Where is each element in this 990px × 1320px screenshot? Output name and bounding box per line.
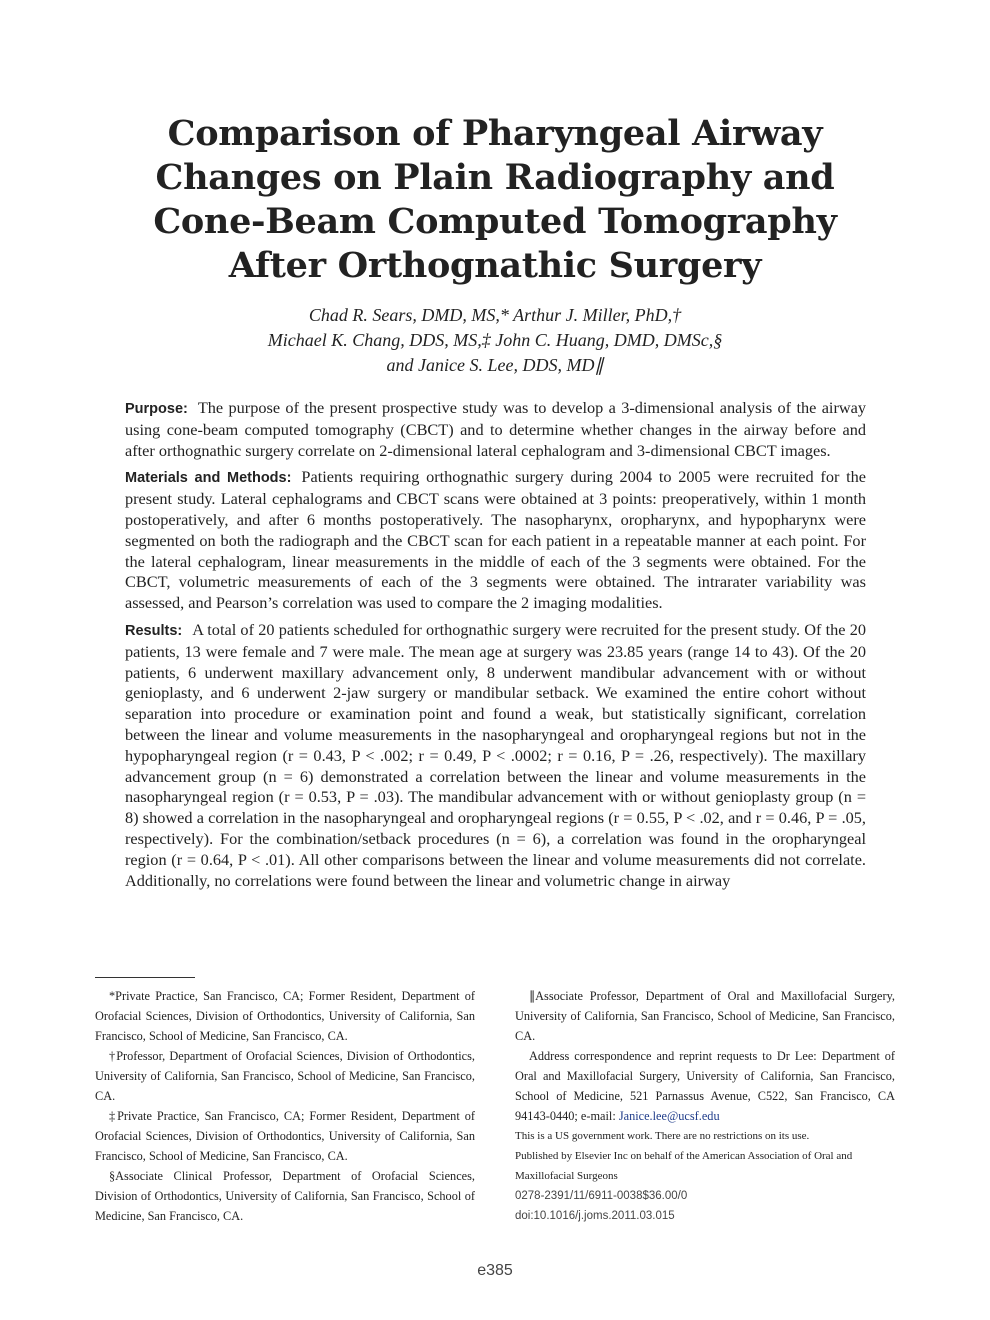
title-line: After Orthognathic Surgery xyxy=(228,245,762,286)
results-label: Results: xyxy=(125,622,183,639)
doi[interactable]: doi:10.1016/j.joms.2011.03.015 xyxy=(515,1210,675,1222)
footnote: *Private Practice, San Francisco, CA; Former Resident, Department of Orofacial Sciences, Division of Orthodontics, University of California, San Francisco, School of Medicine, San Francisco, CA. xyxy=(95,989,475,1043)
purpose-text: The purpose of the present prospective study was to develop a 3-dimensional analysis of the airway using cone-beam computed tomography (CBCT) and to determine whether changes in the airway before and after orthognathic surgery correlate on 2-dimensional lateral cephalogram and 3-dimensional CBCT images. xyxy=(125,398,866,460)
footnote: ‡Private Practice, San Francisco, CA; Former Resident, Department of Orofacial Sciences, Division of Orthodontics, University of California, San Francisco, School of Medicine, San Francisco, CA. xyxy=(95,1109,475,1163)
author-line: Michael K. Chang, DDS, MS,‡ John C. Huang, DMD, DMSc,§ xyxy=(267,330,723,350)
abstract xyxy=(125,398,866,897)
correspondence-address xyxy=(515,1046,895,1126)
publisher-notice: Published by Elsevier Inc on behalf of the American Association of Oral and Maxillofacial Surgeons xyxy=(515,1150,853,1182)
footnotes-right xyxy=(515,986,895,1226)
author-line: Chad R. Sears, DMD, MS,* Arthur J. Miller, PhD,† xyxy=(308,305,682,325)
results-text: A total of 20 patients scheduled for orthognathic surgery were recruited for the present study. Of the 20 patients, 13 were female and 7 were male. The mean age at surgery was 23.85 years (range 14 to 43). Of the 20 patients, 6 underwent maxillary advancement only, 8 underwent mandibular advancement with or without genioplasty, and 6 underwent 2-jaw surgery or mandibular setback. We examined the entire cohort without separation into procedure or examination point and found a weak, but statistically significant, correlation between the linear and volume measurements in the nasopharyngeal and oropharyngeal regions but not in the hypopharyngeal region (r = 0.43, P < .002; r = 0.49, P < .0002; r = 0.16, P = .26, respectively). The maxillary advancement group (n = 6) demonstrated a correlation between the linear and volume measurements in the nasopharyngeal region (r = 0.53, P = .03). The mandibular advancement with or without genioplasty group (n = 8) showed a correlation in the nasopharyngeal and oropharyngeal regions (r = 0.55, P < .02, and r = 0.46, P = .05, respectively). For the combination/setback procedures (n = 6), a correlation was found in the oropharyngeal region (r = 0.64, P < .01). All other comparisons between the linear and volume measurements did not correlate. Additionally, no correlations were found between the linear and volumetric change in airway xyxy=(125,619,866,890)
purpose-label: Purpose: xyxy=(125,401,188,417)
footnote-divider xyxy=(95,977,195,978)
abstract-methods xyxy=(125,467,866,614)
email-link[interactable]: Janice.lee@ucsf.edu xyxy=(618,1109,720,1123)
article-code: 0278-2391/11/6911-0038$36.00/0 xyxy=(515,1190,688,1202)
methods-text: Patients requiring orthognathic surgery during 2004 to 2005 were recruited for the present study. Lateral cephalograms and CBCT scans were obtained at 3 points: preoperatively, within 1 month postoperatively, and after 6 months postoperatively. The nasopharynx, oropharynx, and hypopharynx were segmented on both the radiograph and the CBCT scan for each patient in a repeatable manner at each point. For the lateral cephalogram, linear measurements in the middle of each of the 3 segments were obtained. For the CBCT, volumetric measurements of each of the 3 segments were obtained. The intrarater variability was assessed, and Pearson’s correlation was used to compare the 2 imaging modalities. xyxy=(125,467,866,613)
footnote: †Professor, Department of Orofacial Sciences, Division of Orthodontics, University of California, San Francisco, School of Medicine, San Francisco, CA. xyxy=(95,1049,475,1103)
footnote: §Associate Clinical Professor, Department of Orofacial Sciences, Division of Orthodontics, University of California, San Francisco, School of Medicine, San Francisco, CA. xyxy=(95,1169,475,1223)
footnotes-left xyxy=(95,986,475,1226)
page-number: e385 xyxy=(477,1262,513,1279)
author-list xyxy=(0,303,990,378)
gov-work-notice: This is a US government work. There are no restrictions on its use. xyxy=(515,1130,810,1142)
title-line: Changes on Plain Radiography and xyxy=(155,157,835,198)
abstract-results xyxy=(125,620,866,891)
title-line: Cone-Beam Computed Tomography xyxy=(153,201,837,242)
article-title xyxy=(0,112,990,288)
address-text: Address correspondence and reprint requests to Dr Lee: Department of Oral and Maxillofacial Surgery, University of California, San Francisco, School of Medicine, 521 Parnassus Avenue, C522, San Francisco, CA 94143-0440; e-mail: xyxy=(515,1049,895,1123)
footnote: ∥Associate Professor, Department of Oral and Maxillofacial Surgery, University of California, San Francisco, School of Medicine, San Francisco, CA. xyxy=(515,989,895,1043)
author-line: and Janice S. Lee, DDS, MD∥ xyxy=(386,355,604,375)
title-line: Comparison of Pharyngeal Airway xyxy=(167,113,823,154)
abstract-purpose xyxy=(125,398,866,461)
methods-label: Materials and Methods: xyxy=(125,470,292,487)
